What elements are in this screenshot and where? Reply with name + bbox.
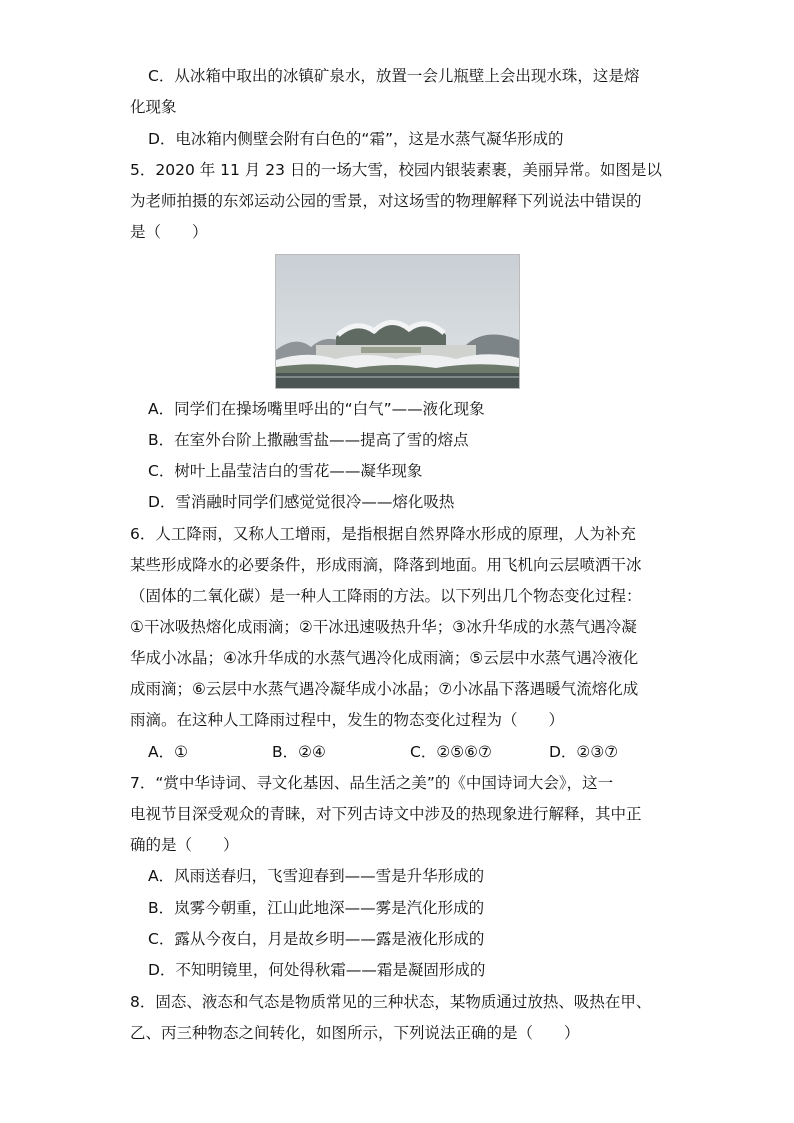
q7-option-b: B．岚雾今朝重，江山此地深——雾是汽化形成的	[148, 899, 485, 917]
q8-stem-line2: 乙、丙三种物态之间转化，如图所示，下列说法正确的是（ ）	[130, 1024, 580, 1042]
q6-stem-line3: （固体的二氧化碳）是一种人工降雨的方法。以下列出几个物态变化过程：	[130, 587, 642, 605]
snow-park-photo	[275, 254, 520, 389]
q4-option-c-line1: C．从冰箱中取出的冰镇矿泉水，放置一会儿瓶壁上会出现水珠，这是熔	[148, 67, 640, 85]
q5-stem-line1: 5．2020 年 11 月 23 日的一场大雪，校园内银装素裹，美丽异常。如图是以	[130, 161, 662, 179]
q7-option-c: C．露从今夜白，月是故乡明——露是液化形成的	[148, 930, 485, 948]
q7-stem-line2: 电视节目深受观众的青睐，对下列古诗文中涉及的热现象进行解释，其中正	[130, 805, 642, 823]
q5-stem-line3: 是（ ）	[130, 223, 208, 241]
q6-stem-line2: 某些形成降水的必要条件，形成雨滴，降落到地面。用飞机向云层喷洒干冰	[130, 556, 642, 574]
q5-option-b: B．在室外台阶上撒融雪盐——提高了雪的熔点	[148, 431, 469, 449]
q6-option-d: D．②③⑦	[549, 743, 619, 761]
q6-stem-line6: 成雨滴；⑥云层中水蒸气遇冷凝华成小冰晶；⑦小冰晶下落遇暖气流熔化成	[130, 680, 639, 698]
q6-option-a: A．①	[148, 743, 188, 761]
q5-option-a: A．同学们在操场嘴里呼出的“白气”——液化现象	[148, 400, 485, 418]
q8-stem-line1: 8．固态、液态和气态是物质常见的三种状态，某物质通过放热、吸热在甲、	[130, 993, 652, 1011]
q5-option-c: C．树叶上晶莹洁白的雪花——凝华现象	[148, 462, 423, 480]
q7-stem-line1: 7．“赏中华诗词、寻文化基因、品生活之美”的《中国诗词大会》，这一	[130, 774, 614, 792]
q6-option-b: B．②④	[272, 743, 326, 761]
q4-option-d: D．电冰箱内侧壁会附有白色的“霜”，这是水蒸气凝华形成的	[148, 130, 564, 148]
q5-stem-line2: 为老师拍摄的东郊运动公园的雪景，对这场雪的物理解释下列说法中错误的	[130, 192, 642, 210]
q6-stem-line7: 雨滴。在这种人工降雨过程中，发生的物态变化过程为（ ）	[130, 711, 565, 729]
snow-scene-graphic	[276, 255, 519, 388]
q6-option-c: C．②⑤⑥⑦	[410, 743, 492, 761]
q6-stem-line4: ①干冰吸热熔化成雨滴；②干冰迅速吸热升华；③冰升华成的水蒸气遇冷凝	[130, 618, 637, 636]
q7-option-a: A．风雨送春归，飞雪迎春到——雪是升华形成的	[148, 867, 485, 885]
q6-stem-line5: 华成小冰晶；④冰升华成的水蒸气遇冷化成雨滴；⑤云层中水蒸气遇冷液化	[130, 649, 639, 667]
q6-stem-line1: 6．人工降雨，又称人工增雨，是指根据自然界降水形成的原理，人为补充	[130, 525, 636, 543]
q4-option-c-line2: 化现象	[130, 98, 177, 116]
q5-option-d: D．雪消融时同学们感觉觉很冷——熔化吸热	[148, 493, 455, 511]
q7-option-d: D．不知明镜里，何处得秋霜——霜是凝固形成的	[148, 961, 486, 979]
q7-stem-line3: 确的是（ ）	[130, 836, 239, 854]
